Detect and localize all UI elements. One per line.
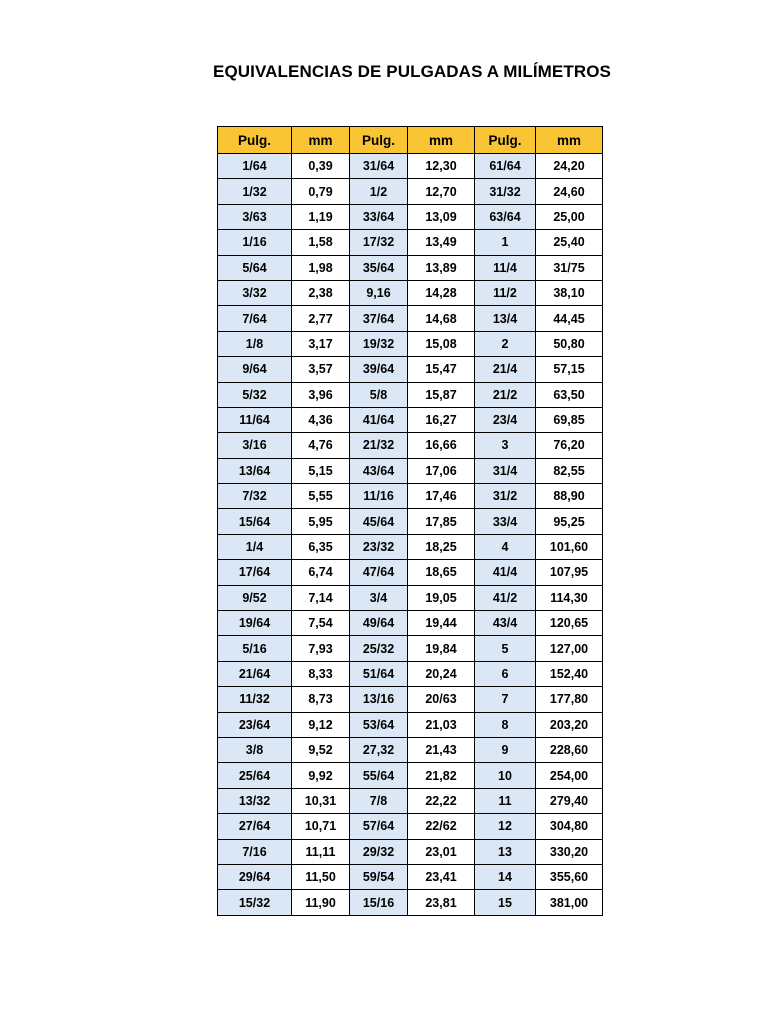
table-row xyxy=(218,712,603,737)
mm-cell: 25,40 xyxy=(536,230,603,255)
mm-cell: 16,66 xyxy=(408,433,475,458)
table-row xyxy=(218,864,603,889)
mm-cell: 31/75 xyxy=(536,255,603,280)
pulg-cell: 1 xyxy=(475,230,536,255)
pulg-cell: 5 xyxy=(475,636,536,661)
table-row xyxy=(218,433,603,458)
header-pulg: Pulg. xyxy=(350,127,408,154)
mm-cell: 23,01 xyxy=(408,839,475,864)
pulg-cell: 29/32 xyxy=(350,839,408,864)
pulg-cell: 1/64 xyxy=(218,154,292,179)
table-row xyxy=(218,890,603,915)
table-row xyxy=(218,204,603,229)
pulg-cell: 17/64 xyxy=(218,560,292,585)
mm-cell: 14,28 xyxy=(408,280,475,305)
table-row xyxy=(218,331,603,356)
pulg-cell: 7/16 xyxy=(218,839,292,864)
header-pulg: Pulg. xyxy=(475,127,536,154)
pulg-cell: 1/16 xyxy=(218,230,292,255)
table-body xyxy=(218,154,603,916)
mm-cell: 10,71 xyxy=(292,814,350,839)
mm-cell: 4,76 xyxy=(292,433,350,458)
table-row xyxy=(218,458,603,483)
pulg-cell: 59/54 xyxy=(350,864,408,889)
pulg-cell: 7 xyxy=(475,687,536,712)
mm-cell: 0,79 xyxy=(292,179,350,204)
mm-cell: 21,03 xyxy=(408,712,475,737)
pulg-cell: 3/63 xyxy=(218,204,292,229)
mm-cell: 1,98 xyxy=(292,255,350,280)
pulg-cell: 7/64 xyxy=(218,306,292,331)
pulg-cell: 3/32 xyxy=(218,280,292,305)
mm-cell: 8,73 xyxy=(292,687,350,712)
mm-cell: 24,60 xyxy=(536,179,603,204)
pulg-cell: 21/32 xyxy=(350,433,408,458)
mm-cell: 82,55 xyxy=(536,458,603,483)
pulg-cell: 15/64 xyxy=(218,509,292,534)
header-mm: mm xyxy=(292,127,350,154)
table-row xyxy=(218,814,603,839)
mm-cell: 14,68 xyxy=(408,306,475,331)
mm-cell: 11,11 xyxy=(292,839,350,864)
mm-cell: 12,70 xyxy=(408,179,475,204)
mm-cell: 177,80 xyxy=(536,687,603,712)
mm-cell: 101,60 xyxy=(536,534,603,559)
table-header-row xyxy=(218,127,603,154)
pulg-cell: 3/16 xyxy=(218,433,292,458)
table-row xyxy=(218,687,603,712)
table-row xyxy=(218,737,603,762)
pulg-cell: 9 xyxy=(475,737,536,762)
pulg-cell: 31/64 xyxy=(350,154,408,179)
pulg-cell: 43/4 xyxy=(475,611,536,636)
pulg-cell: 41/2 xyxy=(475,585,536,610)
pulg-cell: 51/64 xyxy=(350,661,408,686)
pulg-cell: 9/64 xyxy=(218,357,292,382)
mm-cell: 22,22 xyxy=(408,788,475,813)
pulg-cell: 5/32 xyxy=(218,382,292,407)
pulg-cell: 41/64 xyxy=(350,407,408,432)
pulg-cell: 39/64 xyxy=(350,357,408,382)
mm-cell: 381,00 xyxy=(536,890,603,915)
table-row xyxy=(218,154,603,179)
pulg-cell: 35/64 xyxy=(350,255,408,280)
pulg-cell: 21/64 xyxy=(218,661,292,686)
mm-cell: 17,06 xyxy=(408,458,475,483)
mm-cell: 69,85 xyxy=(536,407,603,432)
pulg-cell: 19/64 xyxy=(218,611,292,636)
pulg-cell: 3 xyxy=(475,433,536,458)
pulg-cell: 3/4 xyxy=(350,585,408,610)
mm-cell: 10,31 xyxy=(292,788,350,813)
mm-cell: 18,25 xyxy=(408,534,475,559)
table-row xyxy=(218,230,603,255)
pulg-cell: 11/4 xyxy=(475,255,536,280)
pulg-cell: 37/64 xyxy=(350,306,408,331)
mm-cell: 38,10 xyxy=(536,280,603,305)
mm-cell: 15,08 xyxy=(408,331,475,356)
pulg-cell: 7/32 xyxy=(218,484,292,509)
table-row xyxy=(218,611,603,636)
pulg-cell: 49/64 xyxy=(350,611,408,636)
pulg-cell: 31/32 xyxy=(475,179,536,204)
mm-cell: 4,36 xyxy=(292,407,350,432)
pulg-cell: 15 xyxy=(475,890,536,915)
pulg-cell: 43/64 xyxy=(350,458,408,483)
pulg-cell: 31/4 xyxy=(475,458,536,483)
pulg-cell: 27,32 xyxy=(350,737,408,762)
mm-cell: 24,20 xyxy=(536,154,603,179)
pulg-cell: 47/64 xyxy=(350,560,408,585)
pulg-cell: 27/64 xyxy=(218,814,292,839)
pulg-cell: 11/2 xyxy=(475,280,536,305)
mm-cell: 1,19 xyxy=(292,204,350,229)
mm-cell: 17,85 xyxy=(408,509,475,534)
mm-cell: 3,17 xyxy=(292,331,350,356)
pulg-cell: 11/32 xyxy=(218,687,292,712)
pulg-cell: 23/64 xyxy=(218,712,292,737)
mm-cell: 11,90 xyxy=(292,890,350,915)
pulg-cell: 1/2 xyxy=(350,179,408,204)
pulg-cell: 13/16 xyxy=(350,687,408,712)
pulg-cell: 41/4 xyxy=(475,560,536,585)
mm-cell: 23,41 xyxy=(408,864,475,889)
table-row xyxy=(218,382,603,407)
pulg-cell: 13/32 xyxy=(218,788,292,813)
mm-cell: 11,50 xyxy=(292,864,350,889)
pulg-cell: 55/64 xyxy=(350,763,408,788)
mm-cell: 152,40 xyxy=(536,661,603,686)
mm-cell: 21,43 xyxy=(408,737,475,762)
table-row xyxy=(218,763,603,788)
mm-cell: 22/62 xyxy=(408,814,475,839)
conversion-table xyxy=(217,126,603,916)
pulg-cell: 29/64 xyxy=(218,864,292,889)
mm-cell: 114,30 xyxy=(536,585,603,610)
pulg-cell: 21/4 xyxy=(475,357,536,382)
mm-cell: 13,89 xyxy=(408,255,475,280)
pulg-cell: 5/16 xyxy=(218,636,292,661)
mm-cell: 6,35 xyxy=(292,534,350,559)
mm-cell: 3,96 xyxy=(292,382,350,407)
mm-cell: 9,12 xyxy=(292,712,350,737)
table-row xyxy=(218,636,603,661)
mm-cell: 6,74 xyxy=(292,560,350,585)
mm-cell: 13,09 xyxy=(408,204,475,229)
table-row xyxy=(218,788,603,813)
mm-cell: 44,45 xyxy=(536,306,603,331)
pulg-cell: 25/64 xyxy=(218,763,292,788)
pulg-cell: 9,16 xyxy=(350,280,408,305)
mm-cell: 9,92 xyxy=(292,763,350,788)
table-row xyxy=(218,509,603,534)
pulg-cell: 4 xyxy=(475,534,536,559)
mm-cell: 7,93 xyxy=(292,636,350,661)
mm-cell: 0,39 xyxy=(292,154,350,179)
mm-cell: 7,14 xyxy=(292,585,350,610)
pulg-cell: 23/4 xyxy=(475,407,536,432)
mm-cell: 203,20 xyxy=(536,712,603,737)
page-title: EQUIVALENCIAS DE PULGADAS A MILÍMETROS xyxy=(213,62,611,81)
pulg-cell: 53/64 xyxy=(350,712,408,737)
table-row xyxy=(218,407,603,432)
mm-cell: 15,47 xyxy=(408,357,475,382)
header-mm: mm xyxy=(408,127,475,154)
pulg-cell: 7/8 xyxy=(350,788,408,813)
pulg-cell: 33/4 xyxy=(475,509,536,534)
mm-cell: 20/63 xyxy=(408,687,475,712)
mm-cell: 88,90 xyxy=(536,484,603,509)
pulg-cell: 11/16 xyxy=(350,484,408,509)
table-row xyxy=(218,585,603,610)
mm-cell: 16,27 xyxy=(408,407,475,432)
mm-cell: 23,81 xyxy=(408,890,475,915)
mm-cell: 5,95 xyxy=(292,509,350,534)
mm-cell: 15,87 xyxy=(408,382,475,407)
mm-cell: 330,20 xyxy=(536,839,603,864)
table-row xyxy=(218,484,603,509)
mm-cell: 25,00 xyxy=(536,204,603,229)
pulg-cell: 9/52 xyxy=(218,585,292,610)
pulg-cell: 19/32 xyxy=(350,331,408,356)
mm-cell: 76,20 xyxy=(536,433,603,458)
table-row xyxy=(218,280,603,305)
mm-cell: 19,44 xyxy=(408,611,475,636)
pulg-cell: 10 xyxy=(475,763,536,788)
mm-cell: 19,84 xyxy=(408,636,475,661)
mm-cell: 107,95 xyxy=(536,560,603,585)
mm-cell: 12,30 xyxy=(408,154,475,179)
pulg-cell: 1/32 xyxy=(218,179,292,204)
mm-cell: 9,52 xyxy=(292,737,350,762)
header-pulg: Pulg. xyxy=(218,127,292,154)
pulg-cell: 63/64 xyxy=(475,204,536,229)
mm-cell: 63,50 xyxy=(536,382,603,407)
pulg-cell: 13/4 xyxy=(475,306,536,331)
mm-cell: 279,40 xyxy=(536,788,603,813)
pulg-cell: 11/64 xyxy=(218,407,292,432)
pulg-cell: 45/64 xyxy=(350,509,408,534)
mm-cell: 127,00 xyxy=(536,636,603,661)
mm-cell: 254,00 xyxy=(536,763,603,788)
mm-cell: 57,15 xyxy=(536,357,603,382)
pulg-cell: 5/64 xyxy=(218,255,292,280)
pulg-cell: 25/32 xyxy=(350,636,408,661)
header-mm: mm xyxy=(536,127,603,154)
mm-cell: 2,38 xyxy=(292,280,350,305)
pulg-cell: 15/16 xyxy=(350,890,408,915)
pulg-cell: 12 xyxy=(475,814,536,839)
mm-cell: 7,54 xyxy=(292,611,350,636)
mm-cell: 3,57 xyxy=(292,357,350,382)
pulg-cell: 14 xyxy=(475,864,536,889)
mm-cell: 2,77 xyxy=(292,306,350,331)
mm-cell: 50,80 xyxy=(536,331,603,356)
mm-cell: 18,65 xyxy=(408,560,475,585)
pulg-cell: 1/4 xyxy=(218,534,292,559)
mm-cell: 19,05 xyxy=(408,585,475,610)
table-row xyxy=(218,179,603,204)
mm-cell: 17,46 xyxy=(408,484,475,509)
mm-cell: 95,25 xyxy=(536,509,603,534)
pulg-cell: 13/64 xyxy=(218,458,292,483)
pulg-cell: 61/64 xyxy=(475,154,536,179)
mm-cell: 20,24 xyxy=(408,661,475,686)
mm-cell: 120,65 xyxy=(536,611,603,636)
mm-cell: 5,15 xyxy=(292,458,350,483)
pulg-cell: 5/8 xyxy=(350,382,408,407)
pulg-cell: 33/64 xyxy=(350,204,408,229)
table-row xyxy=(218,661,603,686)
mm-cell: 21,82 xyxy=(408,763,475,788)
pulg-cell: 21/2 xyxy=(475,382,536,407)
pulg-cell: 3/8 xyxy=(218,737,292,762)
pulg-cell: 1/8 xyxy=(218,331,292,356)
pulg-cell: 57/64 xyxy=(350,814,408,839)
table-row xyxy=(218,560,603,585)
mm-cell: 5,55 xyxy=(292,484,350,509)
pulg-cell: 15/32 xyxy=(218,890,292,915)
table-row xyxy=(218,534,603,559)
pulg-cell: 17/32 xyxy=(350,230,408,255)
pulg-cell: 13 xyxy=(475,839,536,864)
mm-cell: 228,60 xyxy=(536,737,603,762)
table-row xyxy=(218,839,603,864)
pulg-cell: 31/2 xyxy=(475,484,536,509)
pulg-cell: 23/32 xyxy=(350,534,408,559)
pulg-cell: 11 xyxy=(475,788,536,813)
mm-cell: 13,49 xyxy=(408,230,475,255)
mm-cell: 8,33 xyxy=(292,661,350,686)
pulg-cell: 8 xyxy=(475,712,536,737)
pulg-cell: 6 xyxy=(475,661,536,686)
table-row xyxy=(218,306,603,331)
mm-cell: 1,58 xyxy=(292,230,350,255)
pulg-cell: 2 xyxy=(475,331,536,356)
mm-cell: 355,60 xyxy=(536,864,603,889)
table-row xyxy=(218,357,603,382)
table-row xyxy=(218,255,603,280)
mm-cell: 304,80 xyxy=(536,814,603,839)
